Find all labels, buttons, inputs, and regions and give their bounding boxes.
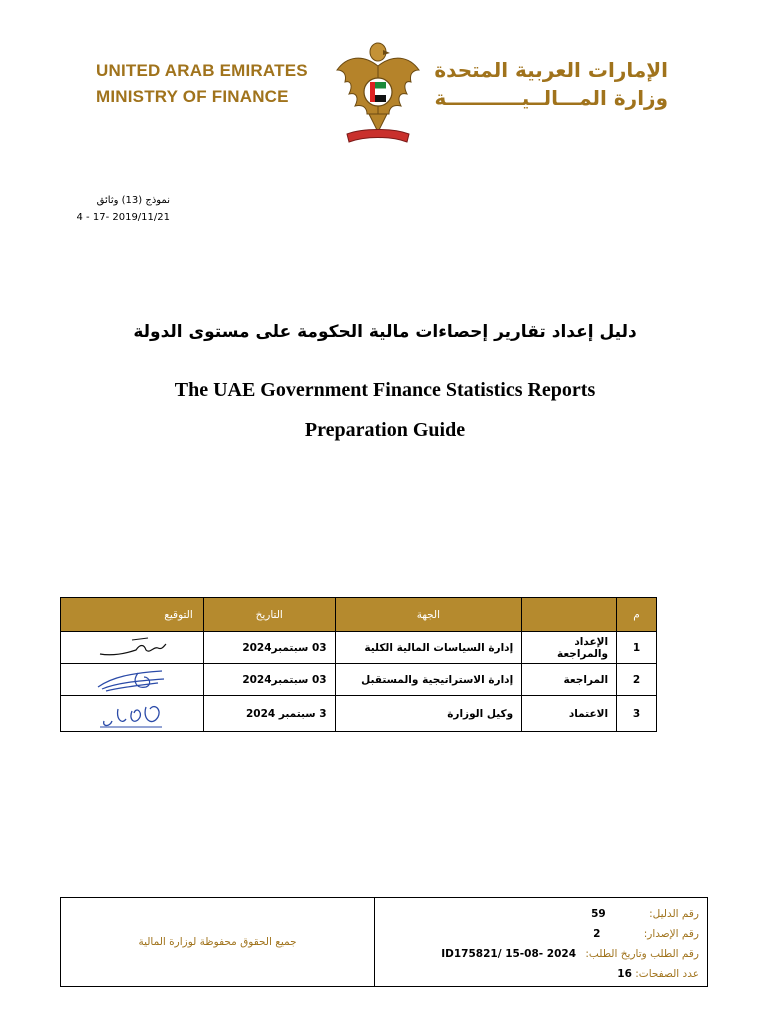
guide-number-label: رقم الدليل: [649, 908, 699, 920]
document-title-arabic: دليل إعداد تقارير إحصاءات مالية الحكومة على مستوى الدولة [133, 322, 637, 342]
header-num: م [617, 598, 657, 632]
country-name-en: UNITED ARAB EMIRATES [96, 61, 308, 80]
document-footer [60, 897, 708, 987]
header-date: التاريخ [203, 598, 335, 632]
row-date: 3 سبتمبر 2024 [203, 696, 335, 732]
table-row [61, 632, 657, 664]
form-code-line2: 4 - 17- 2019/11/21 [76, 212, 170, 223]
header-role [522, 598, 617, 632]
form-code-line1: نموذج (13) وثائق [96, 195, 170, 206]
document-title-english [0, 370, 770, 450]
document-title-en-line1: The UAE Government Finance Statistics Reports [174, 379, 596, 401]
request-info [375, 944, 699, 964]
document-metadata [375, 898, 707, 986]
row-role: المراجعة [522, 664, 617, 696]
row-dept: إدارة الاستراتيجية والمستقبل [335, 664, 522, 696]
signature-3-icon [92, 697, 172, 731]
row-num: 2 [617, 664, 657, 696]
issue-number-label: رقم الإصدار: [643, 928, 699, 940]
row-signature [61, 664, 204, 696]
row-dept: وكيل الوزارة [335, 696, 522, 732]
row-role: الاعتماد [522, 696, 617, 732]
issue-number [375, 924, 699, 944]
request-label: رقم الطلب وتاريخ الطلب: [585, 948, 699, 960]
ministry-name-ar: وزارة المـــالــيـــــــــــة [434, 86, 668, 110]
approval-table [60, 597, 657, 732]
guide-number [375, 904, 699, 924]
page-count-value: 16 [617, 968, 632, 980]
row-num: 3 [617, 696, 657, 732]
row-num: 1 [617, 632, 657, 664]
guide-number-value: 59 [591, 908, 606, 920]
table-row [61, 664, 657, 696]
table-row [61, 696, 657, 732]
ministry-name-english [96, 58, 326, 110]
row-date: 03 سبتمبر2024 [203, 664, 335, 696]
uae-falcon-emblem-icon [333, 36, 423, 148]
row-dept: إدارة السياسات المالية الكلية [335, 632, 522, 664]
row-date: 03 سبتمبر2024 [203, 632, 335, 664]
page-count [375, 964, 699, 984]
country-name-ar: الإمارات العربية المتحدة [434, 58, 668, 82]
header-signature: التوقيع [61, 598, 204, 632]
approval-table-header [61, 598, 657, 632]
document-title-en-line2: Preparation Guide [304, 419, 466, 441]
request-value: ID175821/ 15-08- 2024 [441, 948, 577, 960]
row-role: الإعداد والمراجعة [522, 632, 617, 664]
ministry-name-arabic [428, 56, 668, 112]
row-signature [61, 696, 204, 732]
signature-2-icon [92, 665, 172, 695]
copyright-notice: جميع الحقوق محفوظة لوزارة المالية [61, 898, 375, 986]
header-dept: الجهة [335, 598, 522, 632]
issue-number-value: 2 [593, 928, 601, 940]
signature-1-icon [92, 634, 172, 662]
row-signature [61, 632, 204, 664]
form-code [60, 192, 170, 226]
page-count-label: عدد الصفحات: [635, 968, 699, 980]
ministry-name-en: MINISTRY OF FINANCE [96, 87, 289, 106]
